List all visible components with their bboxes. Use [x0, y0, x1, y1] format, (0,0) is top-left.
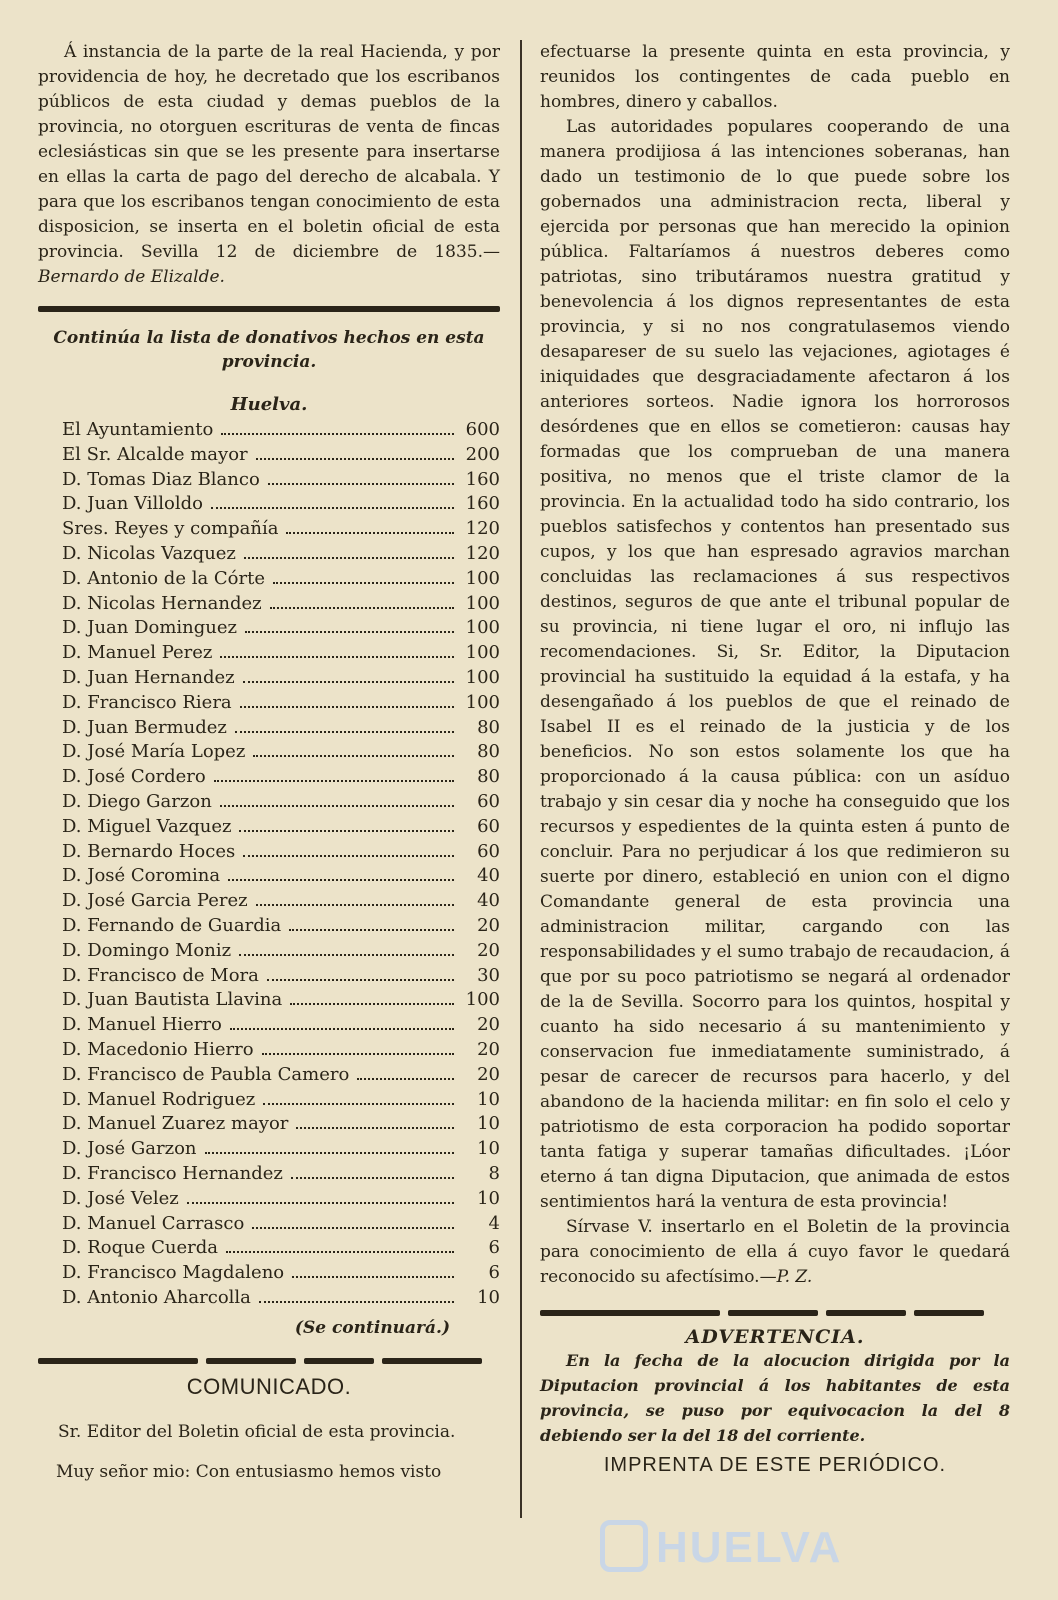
donation-row: [38, 1138, 500, 1163]
donation-amount: 60: [477, 815, 500, 837]
donation-row: [38, 841, 500, 866]
dot-leader: [211, 507, 454, 509]
donor-name: D. Manuel Carrasco: [62, 1212, 245, 1234]
advertencia-text: En la fecha de la alocucion dirigida por la Diputacion provincial á los habitantes de esta provincia, se puso por equivocacion la del 8 debiendo ser la del 18 del corriente.: [540, 1351, 1010, 1445]
donor-name: D. Nicolas Hernandez: [62, 592, 262, 614]
comunicado-closing: Sírvase V. insertarlo en el Boletin de la provincia para conocimiento de ella á cuyo favor le quedará reconocido su afectísimo.: [540, 1217, 1010, 1287]
donation-amount: 80: [477, 716, 500, 738]
donation-amount: 40: [477, 890, 500, 912]
continues-note: (Se continuará.): [294, 1317, 450, 1338]
donation-amount: 100: [465, 642, 500, 664]
donation-row: [38, 890, 500, 915]
donation-amount: 10: [477, 1138, 500, 1160]
donation-amount: 8: [488, 1162, 500, 1184]
dot-leader: [357, 1078, 454, 1080]
donation-amount: 20: [477, 1038, 500, 1060]
dot-leader: [292, 1276, 454, 1278]
donation-amount: 100: [465, 592, 500, 614]
donation-amount: 600: [465, 419, 500, 440]
donation-amount: 20: [477, 939, 500, 961]
donor-name: D. Nicolas Vazquez: [62, 542, 236, 564]
donation-list: [38, 419, 500, 1312]
donation-row: [38, 667, 500, 692]
dot-leader: [205, 1152, 454, 1154]
advertencia-title: ADVERTENCIA.: [685, 1326, 865, 1348]
donor-name: D. Manuel Perez: [62, 642, 213, 664]
dot-leader: [268, 483, 454, 485]
donation-amount: 30: [477, 964, 500, 986]
donor-name: El Sr. Alcalde mayor: [62, 443, 248, 465]
donor-name: D. Francisco de Paubla Camero: [62, 1063, 350, 1085]
donor-name: D. Diego Garzon: [62, 790, 212, 812]
decree-paragraph: [38, 40, 500, 290]
section-divider: [540, 1310, 1010, 1316]
donation-amount: 200: [465, 443, 500, 465]
donation-row: [38, 1163, 500, 1188]
donation-amount: 100: [465, 989, 500, 1011]
section-divider: [38, 1358, 500, 1364]
donation-row: [38, 1213, 500, 1238]
imprenta-line: IMPRENTA DE ESTE PERIÓDICO.: [603, 1454, 947, 1476]
donor-name: D. Francisco Hernandez: [62, 1162, 283, 1184]
donation-row: [38, 1039, 500, 1064]
donor-name: D. Juan Hernandez: [62, 666, 235, 688]
donation-row: [38, 1113, 500, 1138]
dot-leader: [263, 1103, 454, 1105]
dot-leader: [286, 532, 454, 534]
donation-row: [38, 642, 500, 667]
donation-amount: 80: [477, 741, 500, 763]
donation-row: [38, 1064, 500, 1089]
donation-row: [38, 692, 500, 717]
donation-row: [38, 493, 500, 518]
comunicado-body: Las autoridades populares cooperando de una manera prodijiosa á las intenciones soberanas, han dado un testimonio de lo que puede sobre los gobernados una administracion recta, liberal y ejercida por personas que han merecido la opinion pública. Faltaríamos á nuestros deberes como patriotas, sino tributáramos nuestra gratitud y benevolencia á los dignos representantes de esta provincia, y si no nos congratulasemos viendo desapareser de su suelo las vejaciones, agiotages é iniquidades que desgraciadamente afectaron á los anteriores sorteos. Nadie ignora los horrorosos desórdenes que en ellos se cometieron: causas hay formadas que los comprueban de una manera positiva, no menos que el triste clamor de la provincia. En la actualidad todo ha sido contrario, los pueblos satisfechos y contentos han presentado sus cupos, y los que han espresado agravios marchan concluidas las reclamaciones á sus respectivos destinos, seguros de que ante el tribunal popular de su provincia, ni tiene lugar el oro, ni influjo las recomendaciones. Si, Sr. Editor, la Diputacion provincial ha sustituido la equidad á la estafa, y ha desengañado á los pueblos de que el reinado de Isabel II es el reinado de la justicia y de los beneficios. No son estos solamente los que ha proporcionado á la causa pública: con un asíduo trabajo y sin cesar dia y noche ha conseguido que los recursos y espedientes de la quinta esten á punto de concluir. Para no perjudicar á los que redimieron su suerte por dinero, estableció en union con el digno Comandante general de esta provincia una administracion militar, cargando con las responsabilidades y el sumo trabajo de recaudacion, á que por su poco patriotismo se negará al ordenador de la de Sevilla. Socorro para los quintos, hospital y cuanto ha sido necesario á su mantenimiento y conservacion fue inmediatamente suministrado, á pesar de carecer de recursos para hacerlo, y del abandono de la hacienda militar: en fin solo el celo y patriotismo de esta corporacion ha podido soportar tanta fatiga y superar tamañas dificultades. ¡Lóor eterno á tan digna Diputacion, que animada de estos sentimientos hará la ventura de esta provincia!: [540, 117, 1010, 1212]
dot-leader: [240, 706, 454, 708]
donor-name: D. José Garcia Perez: [62, 890, 248, 912]
donor-name: D. Tomas Diaz Blanco: [62, 468, 260, 490]
donation-amount: 6: [488, 1262, 500, 1284]
donation-row: [38, 593, 500, 618]
decree-signature: —Bernardo de Elizalde.: [38, 242, 500, 287]
donation-amount: 20: [477, 1014, 500, 1036]
donor-name: D. Juan Villoldo: [62, 493, 203, 515]
donation-row: [38, 965, 500, 990]
donation-row: [38, 1287, 500, 1312]
donation-row: [38, 766, 500, 791]
donation-row: [38, 1262, 500, 1287]
donor-name: D. José Garzon: [62, 1138, 197, 1160]
donor-name: D. José Cordero: [62, 766, 206, 788]
donation-row: [38, 518, 500, 543]
donor-name: Sres. Reyes y compañía: [62, 518, 279, 540]
comunicado-closing-paragraph: [540, 1215, 1010, 1290]
donor-name: D. Manuel Rodriguez: [62, 1088, 256, 1110]
donation-amount: 10: [477, 1113, 500, 1135]
column-divider: [520, 40, 522, 1518]
dot-leader: [245, 631, 454, 633]
comunicado-continuation: efectuarse la presente quinta en esta provincia, y reunidos los contingentes de cada pueblo en hombres, dinero y caballos.: [540, 42, 1010, 112]
donor-name: D. Francisco Magdaleno: [62, 1262, 285, 1284]
comunicado-salute: Muy señor mio: Con entusiasmo hemos visto: [56, 1461, 442, 1482]
donation-amount: 10: [477, 1187, 500, 1209]
dot-leader: [256, 904, 454, 906]
dot-leader: [220, 805, 454, 807]
dot-leader: [221, 433, 454, 435]
donation-row: [38, 419, 500, 444]
donor-name: D. Fernando de Guardia: [62, 914, 282, 936]
comunicado-signature: —P. Z.: [759, 1267, 813, 1287]
donations-town: Huelva.: [230, 394, 308, 415]
donation-amount: 80: [477, 766, 500, 788]
donor-name: D. Macedonio Hierro: [62, 1038, 254, 1060]
donation-row: [38, 791, 500, 816]
decree-text: Á instancia de la parte de la real Hacienda, y por providencia de hoy, he decretado que los escribanos públicos de esta ciudad y demas pueblos de la provincia, no otorguen escrituras de venta de fincas eclesiásticas sin que se les presente para insertarse en ellas la carta de pago del derecho de alcabala. Y para que los escribanos tengan conocimiento de esta disposicion, se inserta en el boletin oficial de esta provincia. Sevilla 12 de diciembre de 1835.: [38, 42, 500, 262]
dot-leader: [239, 830, 454, 832]
donor-name: D. Juan Dominguez: [62, 617, 238, 639]
donation-amount: 10: [477, 1088, 500, 1110]
donation-row: [38, 865, 500, 890]
donor-name: El Ayuntamiento: [62, 419, 214, 440]
donation-row: [38, 940, 500, 965]
donations-title: Continúa la lista de donativos hechos en esta provincia.: [53, 328, 485, 372]
donation-amount: 60: [477, 790, 500, 812]
dot-leader: [243, 681, 454, 683]
comunicado-address: Sr. Editor del Boletin oficial de esta provincia.: [58, 1421, 456, 1442]
donation-row: [38, 1188, 500, 1213]
dot-leader: [252, 1227, 454, 1229]
dot-leader: [226, 1251, 454, 1253]
dot-leader: [273, 582, 454, 584]
donation-amount: 4: [488, 1212, 500, 1234]
donation-amount: 10: [477, 1286, 500, 1308]
donor-name: D. José Velez: [62, 1187, 179, 1209]
donor-name: D. José Coromina: [62, 865, 221, 887]
dot-leader: [259, 1301, 454, 1303]
archive-watermark: HUELVA: [656, 1523, 843, 1572]
dot-leader: [239, 954, 454, 956]
donor-name: D. José María Lopez: [62, 741, 246, 763]
dot-leader: [220, 656, 454, 658]
dot-leader: [244, 557, 454, 559]
donation-row: [38, 1014, 500, 1039]
dot-leader: [253, 755, 454, 757]
donation-amount: 20: [477, 1063, 500, 1085]
donation-amount: 160: [465, 468, 500, 490]
donation-amount: 100: [465, 567, 500, 589]
donor-name: D. Manuel Zuarez mayor: [62, 1113, 289, 1135]
dot-leader: [187, 1202, 454, 1204]
donation-row: [38, 1089, 500, 1114]
dot-leader: [235, 731, 454, 733]
donor-name: D. Bernardo Hoces: [62, 840, 236, 862]
donation-row: [38, 568, 500, 593]
donation-row: [38, 1237, 500, 1262]
donation-row: [38, 717, 500, 742]
dot-leader: [290, 1003, 454, 1005]
dot-leader: [228, 879, 454, 881]
dot-leader: [296, 1127, 454, 1129]
donation-amount: 100: [465, 691, 500, 713]
dot-leader: [270, 607, 454, 609]
dot-leader: [243, 855, 454, 857]
donation-row: [38, 469, 500, 494]
donation-row: [38, 617, 500, 642]
right-column: [540, 40, 1010, 1477]
donation-row: [38, 816, 500, 841]
donation-amount: 100: [465, 617, 500, 639]
dot-leader: [256, 458, 454, 460]
donor-name: D. Francisco de Mora: [62, 964, 259, 986]
donor-name: D. Francisco Riera: [62, 691, 232, 713]
dot-leader: [289, 929, 454, 931]
dot-leader: [230, 1028, 454, 1030]
donor-name: D. Miguel Vazquez: [62, 815, 232, 837]
donor-name: D. Antonio Aharcolla: [62, 1286, 251, 1308]
donation-row: [38, 989, 500, 1014]
donation-amount: 60: [477, 840, 500, 862]
donor-name: D. Manuel Hierro: [62, 1014, 222, 1036]
donation-amount: 40: [477, 865, 500, 887]
section-divider: [38, 306, 500, 312]
donation-amount: 6: [488, 1237, 500, 1259]
donation-row: [38, 915, 500, 940]
donation-row: [38, 444, 500, 469]
donor-name: D. Juan Bermudez: [62, 716, 227, 738]
donation-amount: 120: [465, 518, 500, 540]
donation-row: [38, 741, 500, 766]
comunicado-title: COMUNICADO.: [186, 1373, 352, 1399]
archive-logo-icon: [600, 1520, 648, 1572]
donation-amount: 20: [477, 914, 500, 936]
donor-name: D. Roque Cuerda: [62, 1237, 218, 1259]
donation-row: [38, 543, 500, 568]
donation-amount: 160: [465, 493, 500, 515]
dot-leader: [267, 979, 454, 981]
left-column: [38, 40, 500, 1482]
donation-amount: 100: [465, 666, 500, 688]
donor-name: D. Domingo Moniz: [62, 939, 232, 961]
dot-leader: [214, 780, 454, 782]
donor-name: D. Antonio de la Córte: [62, 567, 266, 589]
donation-amount: 120: [465, 542, 500, 564]
dot-leader: [291, 1177, 454, 1179]
dot-leader: [262, 1053, 454, 1055]
donor-name: D. Juan Bautista Llavina: [62, 989, 283, 1011]
